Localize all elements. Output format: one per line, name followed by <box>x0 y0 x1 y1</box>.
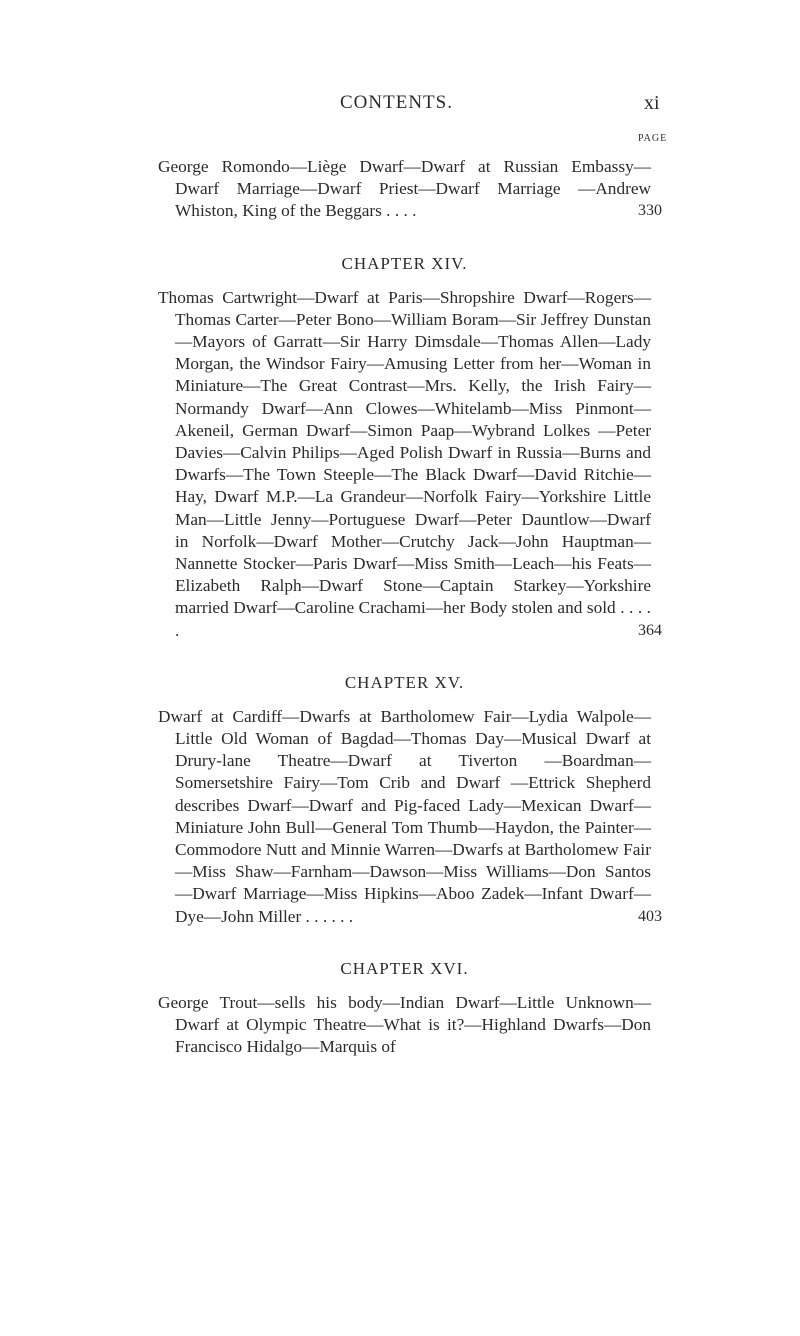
contents-entry <box>158 156 662 223</box>
page-folio: xi <box>644 92 660 114</box>
chapter-heading: CHAPTER XIV. <box>341 253 468 273</box>
contents-body <box>158 148 662 1059</box>
running-header <box>0 92 800 122</box>
page-column-label: PAGE <box>638 133 668 144</box>
entry-text: Dwarf at Cardiff—Dwarfs at Bartholomew Fair—Lydia Walpole—Little Old Woman of Bagdad—Thomas Day—Musical Dwarf at Drury-lane Theatre—Dwarf at Tiverton —Boardman—Somersetshire Fairy—Tom Crib and Dwarf —Ettrick Shepherd describes Dwarf—Dwarf and Pig-faced Lady—Mexican Dwarf—Miniature John Bull—General Tom Thumb—Haydon, the Painter—Commodore Nutt and Minnie Warren—Dwarfs at Bartholomew Fair—Miss Shaw—Farnham—Dawson—Miss Williams—Don Santos —Dwarf Marriage—Miss Hipkins—Aboo Zadek—Infant Dwarf—Dye—John Miller . . . . . . <box>158 706 651 926</box>
entry-page-number: 364 <box>638 621 662 639</box>
entry-page-number: 330 <box>638 202 662 220</box>
chapter-heading: CHAPTER XV. <box>344 672 465 692</box>
contents-entry <box>158 992 651 1059</box>
entry-page-number: 403 <box>638 907 662 925</box>
entry-text: Thomas Cartwright—Dwarf at Paris—Shropshire Dwarf—Rogers—Thomas Carter—Peter Bono—William Boram—Sir Jeffrey Dunstan—Mayors of Garratt—Sir Harry Dimsdale—Thomas Allen—Lady Morgan, the Windsor Fairy—Amusing Letter from her—Woman in Miniature—The Great Contrast—Mrs. Kelly, the Irish Fairy—Normandy Dwarf—Ann Clowes—Whitelamb—Miss Pinmont—Akeneil, German Dwarf—Simon Paap—Wybrand Lolkes —Peter Davies—Calvin Philips—Aged Polish Dwarf in Russia—Burns and Dwarfs—The Town Steeple—The Black Dwarf—David Ritchie—Hay, Dwarf M.P.—La Grandeur—Norfolk Fairy—Yorkshire Little Man—Little Jenny—Portuguese Dwarf—Peter Dauntlow—Dwarf in Norfolk—Dwarf Mother—Crutchy Jack—John Hauptman—Nannette Stocker—Paris Dwarf—Miss Smith—Leach—his Feats—Elizabeth Ralph—Dwarf Stone—Captain Starkey—Yorkshire married Dwarf—Caroline Crachami—her Body stolen and sold . . . . . <box>158 287 651 640</box>
running-title: CONTENTS. <box>340 92 453 113</box>
entry-text: George Trout—sells his body—Indian Dwarf—Little Unknown—Dwarf at Olympic Theatre—What is it?—Highland Dwarfs—Don Francisco Hidalgo—Marquis of <box>158 992 651 1057</box>
entry-text: George Romondo—Liège Dwarf—Dwarf at Russian Embassy—Dwarf Marriage—Dwarf Priest—Dwarf Marriage —Andrew Whiston, King of the Beggars . . . . <box>158 157 651 221</box>
chapter-heading: CHAPTER XVI. <box>340 958 469 978</box>
contents-entry <box>158 287 662 642</box>
contents-entry <box>158 706 662 928</box>
